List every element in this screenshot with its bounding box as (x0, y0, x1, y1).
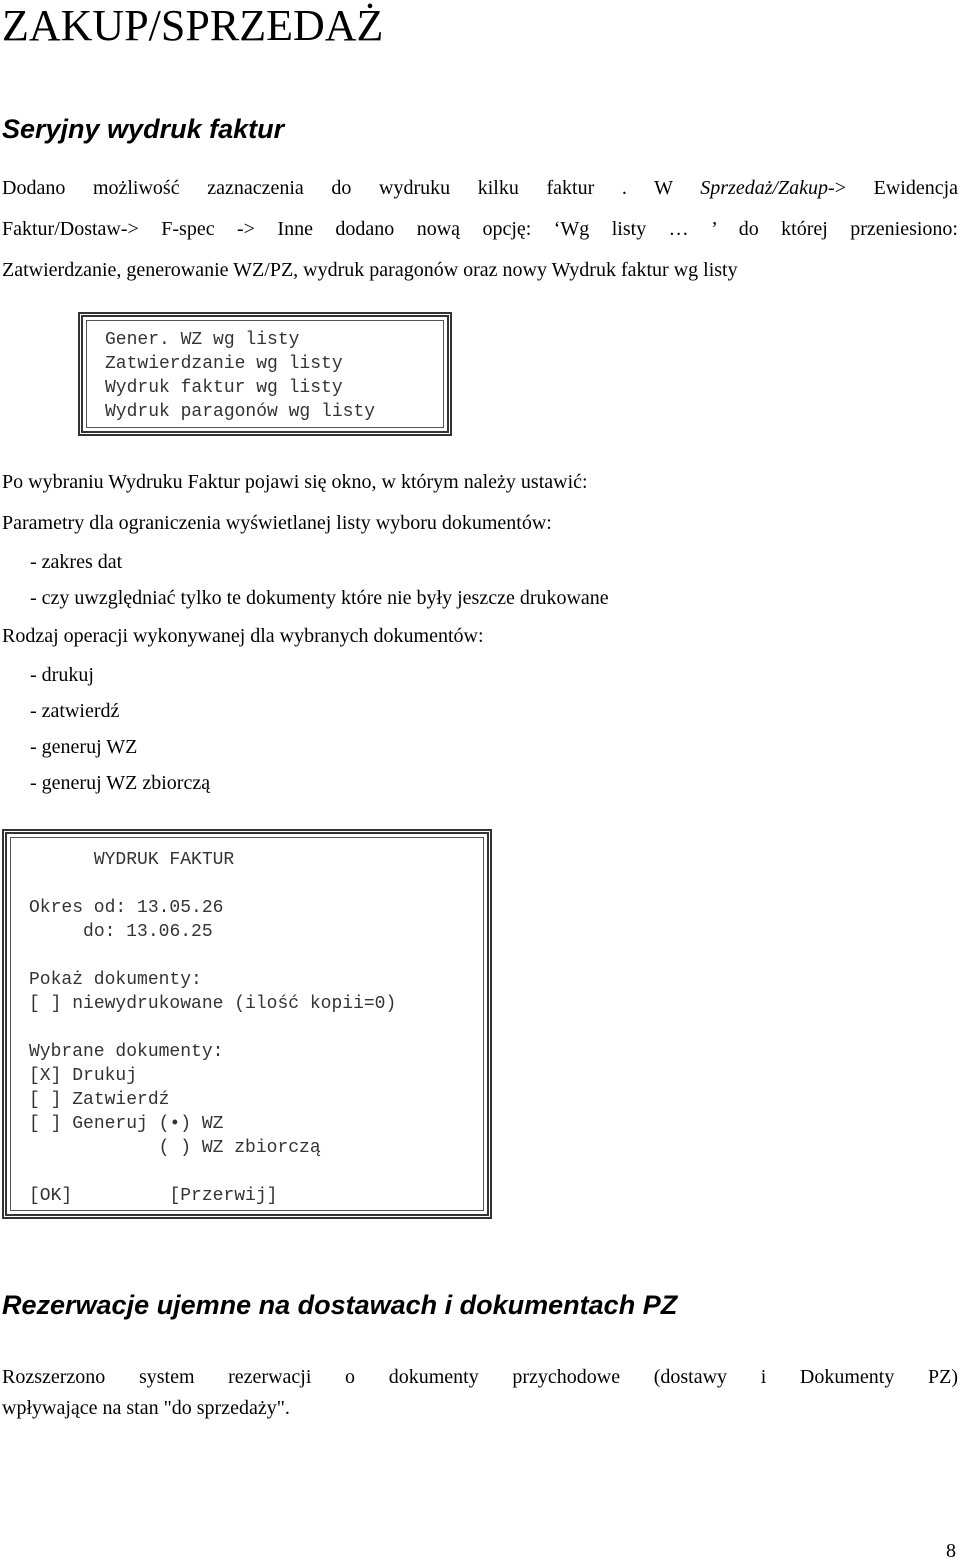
intro-paragraph (2, 168, 958, 291)
section-heading-negative-reservations: Rezerwacje ujemne na dostawach i dokumentach PZ (2, 1290, 678, 1320)
generate-checkbox[interactable]: [ ] (29, 1114, 62, 1134)
reservations-line-1: Rozszerzono system rezerwacji o dokumenty przychodowe (dostawy i Dokumenty PZ) (2, 1366, 958, 1388)
print-checkbox[interactable]: [X] (29, 1066, 62, 1086)
op-item: - zatwierdź (30, 700, 120, 722)
radio-wz-label: WZ (201, 1114, 224, 1134)
unprinted-checkbox[interactable]: [ ] (29, 994, 62, 1014)
reservations-line-2: wpływające na stan "do sprzedaży". (2, 1397, 290, 1419)
intro-line-1 (2, 168, 958, 209)
intro-text-a: Dodano możliwość zaznaczenia do wydruku kilku faktur . W (2, 177, 701, 199)
intro-line-3: Zatwierdzanie, generowanie WZ/PZ, wydruk paragonów oraz nowy Wydruk faktur wg listy (2, 259, 738, 281)
approve-checkbox[interactable]: [ ] (29, 1090, 62, 1110)
ok-button[interactable]: [OK] (29, 1186, 73, 1206)
approve-label: Zatwierdź (72, 1090, 170, 1110)
dialog-title: WYDRUK FAKTUR (93, 850, 235, 870)
date-from-field[interactable]: 13.05.26 (137, 898, 224, 918)
description-line-2: Parametry dla ograniczenia wyświetlanej listy wyboru dokumentów: (2, 512, 552, 534)
description-line-1: Po wybraniu Wydruku Faktur pojawi się okno, w którym należy ustawić: (2, 471, 588, 493)
radio-wz-collective-label: WZ zbiorczą (201, 1138, 321, 1158)
options-menu-box (78, 312, 452, 436)
reservations-paragraph (2, 1362, 958, 1424)
op-item: - generuj WZ zbiorczą (30, 772, 211, 794)
menu-item-print-invoices[interactable]: Wydruk faktur wg listy (105, 378, 343, 398)
show-documents-label: Pokaż dokumenty: (29, 970, 202, 990)
selected-documents-label: Wybrane dokumenty: (29, 1042, 224, 1062)
op-item: - generuj WZ (30, 736, 138, 758)
menu-item-gen-wz[interactable]: Gener. WZ wg listy (105, 330, 300, 350)
page-number: 8 (946, 1540, 956, 1562)
ops-heading: Rodzaj operacji wykonywanej dla wybranych dokumentów: (2, 625, 484, 647)
generate-label: Generuj (72, 1114, 148, 1134)
date-to-label: do: (83, 922, 116, 942)
intro-line-2: Faktur/Dostaw-> F-spec -> Inne dodano nową opcję: ‘Wg listy … ’ do której przeniesiono: (2, 218, 958, 240)
op-item: - drukuj (30, 664, 94, 686)
date-from-label: Okres od: (29, 898, 127, 918)
date-to-field[interactable]: 13.06.25 (126, 922, 213, 942)
intro-text-b: -> Ewidencja (828, 177, 959, 199)
print-invoices-dialog (2, 829, 492, 1219)
section-heading-serial-print: Seryjny wydruk faktur (2, 114, 285, 144)
dialog-content (29, 848, 396, 1208)
intro-menu-path: Sprzedaż/Zakup (700, 177, 829, 199)
page-title: ZAKUP/SPRZEDAŻ (2, 1, 384, 50)
menu-item-approve[interactable]: Zatwierdzanie wg listy (105, 354, 343, 374)
description-block (2, 462, 958, 801)
param-item: - zakres dat (30, 551, 123, 573)
cancel-button[interactable]: [Przerwij] (169, 1186, 278, 1206)
param-item: - czy uwzględniać tylko te dokumenty które nie były jeszcze drukowane (30, 587, 609, 609)
print-label: Drukuj (72, 1066, 138, 1086)
radio-wz[interactable]: (•) (158, 1114, 192, 1134)
options-menu-list (105, 328, 375, 424)
radio-wz-collective[interactable]: ( ) (158, 1138, 192, 1158)
menu-item-print-receipts[interactable]: Wydruk paragonów wg listy (105, 402, 376, 422)
unprinted-label: niewydrukowane (ilość kopii=0) (72, 994, 397, 1014)
